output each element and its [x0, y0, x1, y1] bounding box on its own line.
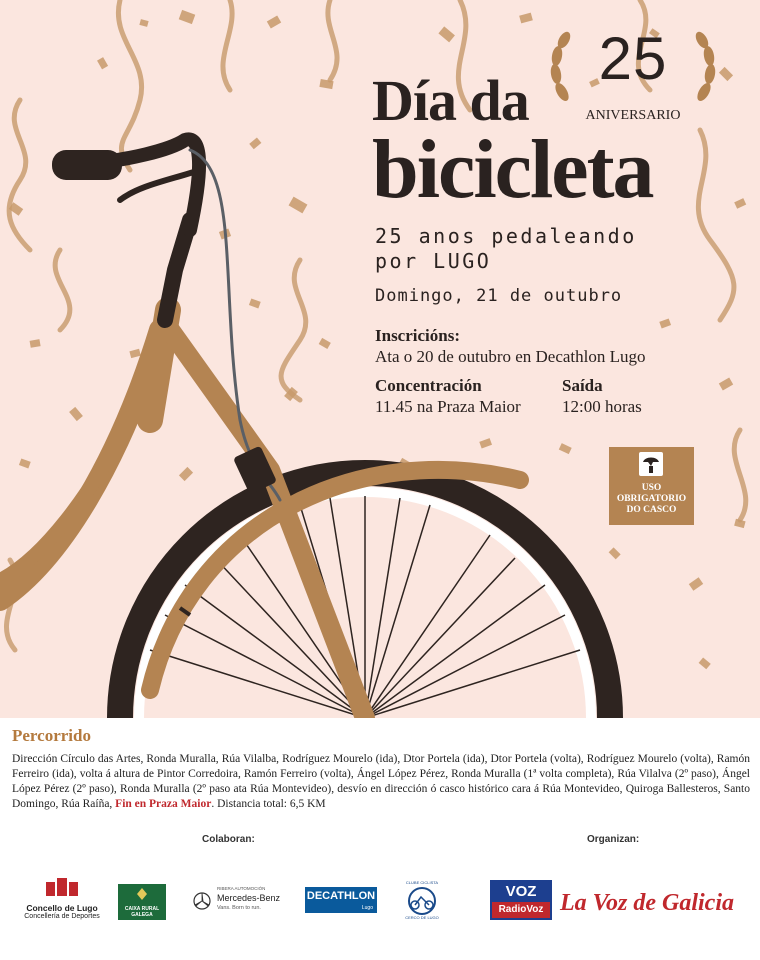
departure-text: 12:00 horas	[562, 397, 642, 416]
helmet-icon	[639, 452, 663, 476]
concello-sub: Concellería de Deportes	[24, 913, 100, 920]
club-logo	[402, 880, 442, 920]
frame-top-tube	[0, 400, 140, 580]
gathering-text: 11.45 na Praza Maior	[375, 397, 521, 416]
mercedes-sub: Vans. Born to run.	[217, 905, 261, 911]
mercedes-dealer: RIBERA AUTOMOCIÓN	[217, 886, 266, 891]
helmet-line-1: USO	[641, 483, 662, 493]
event-date: Domingo, 21 de outubro	[375, 286, 623, 306]
concello-name: Concello de Lugo	[26, 903, 98, 913]
gathering-label: Concentración	[375, 376, 482, 395]
caixa-line-1: CAIXA RURAL	[124, 906, 160, 912]
helmet-notice	[609, 447, 694, 525]
lavoz-logo: La Voz de Galicia	[560, 890, 734, 916]
decathlon-sub: Lugo	[361, 905, 373, 911]
organize-label: Organizan:	[587, 834, 640, 845]
route-text: Dirección Círculo das Artes, Ronda Muralla, Rúa Vilalba, Rodríguez Mourelo (ida), Dtor Portela (ida), Dtor Portela (volta), Rodríguez Mourelo (volta), Ramón Ferreiro (ida), volta á altura de Pintor Corredoira, Ramón Ferreiro (volta), Ángel López Pérez, Ronda Muralla (1ª volta completa), Rúa Vilalva (2º paso), Ángel López Pérez (2º paso), Ronda Muralla (2º paso ata Rúa Montevideo), desvío en dirección ó casco histórico cara á Rúa Montevideo, Quiroga Ballesteros, Santo Domingo, Rúa Raíña,	[12, 753, 750, 810]
club-bottom: CERCO DE LUGO	[405, 915, 439, 920]
anniversary-badge	[548, 22, 718, 130]
tagline-line-2: por LUGO	[375, 249, 492, 273]
route-title: Percorrido	[12, 726, 91, 745]
route-section	[12, 726, 750, 812]
registration-text: Ata o 20 de outubro en Decathlon Lugo	[375, 347, 646, 366]
route-description	[12, 752, 750, 812]
mercedes-star-icon	[193, 892, 211, 910]
tagline-line-1: 25 anos pedaleando	[375, 224, 637, 248]
brake-cable	[190, 150, 280, 500]
helmet-line-2: OBRIGATORIO	[616, 494, 687, 504]
helmet-line-3: DO CASCO	[626, 505, 677, 515]
anniversary-number: 25	[598, 25, 668, 92]
route-finish: Fin en Praza Maior	[115, 798, 212, 810]
decathlon-logo	[305, 887, 377, 913]
decathlon-name: DECATHLON	[306, 890, 376, 902]
registration-label: Inscricións:	[375, 326, 460, 345]
caixa-icon	[135, 887, 149, 901]
tagline	[375, 224, 637, 274]
collaborate-label: Colaboran:	[202, 834, 255, 845]
club-top: CLUBE CICLISTA	[405, 880, 439, 885]
caixa-line-2: GALEGA	[131, 912, 153, 918]
handlebar-grip	[52, 150, 122, 180]
title-line-2: bicicleta	[372, 123, 653, 216]
departure-label: Saída	[562, 376, 603, 395]
caixa-logo	[118, 884, 166, 920]
radiovoz-top: VOZ	[492, 882, 550, 902]
title-line-1: Día da	[372, 68, 529, 133]
brake-lever	[120, 170, 200, 200]
mercedes-name: Mercedes-Benz	[217, 893, 281, 903]
radiovoz-bottom: RadioVoz	[492, 902, 550, 918]
radiovoz-logo	[490, 880, 552, 920]
concello-logo	[22, 876, 102, 920]
anniversary-label: ANIVERSARIO	[585, 108, 681, 123]
route-distance: . Distancia total: 6,5 KM	[211, 798, 326, 810]
club-bike-icon	[402, 886, 442, 916]
helmet-notice-text	[609, 483, 694, 516]
concello-icon	[44, 876, 80, 898]
